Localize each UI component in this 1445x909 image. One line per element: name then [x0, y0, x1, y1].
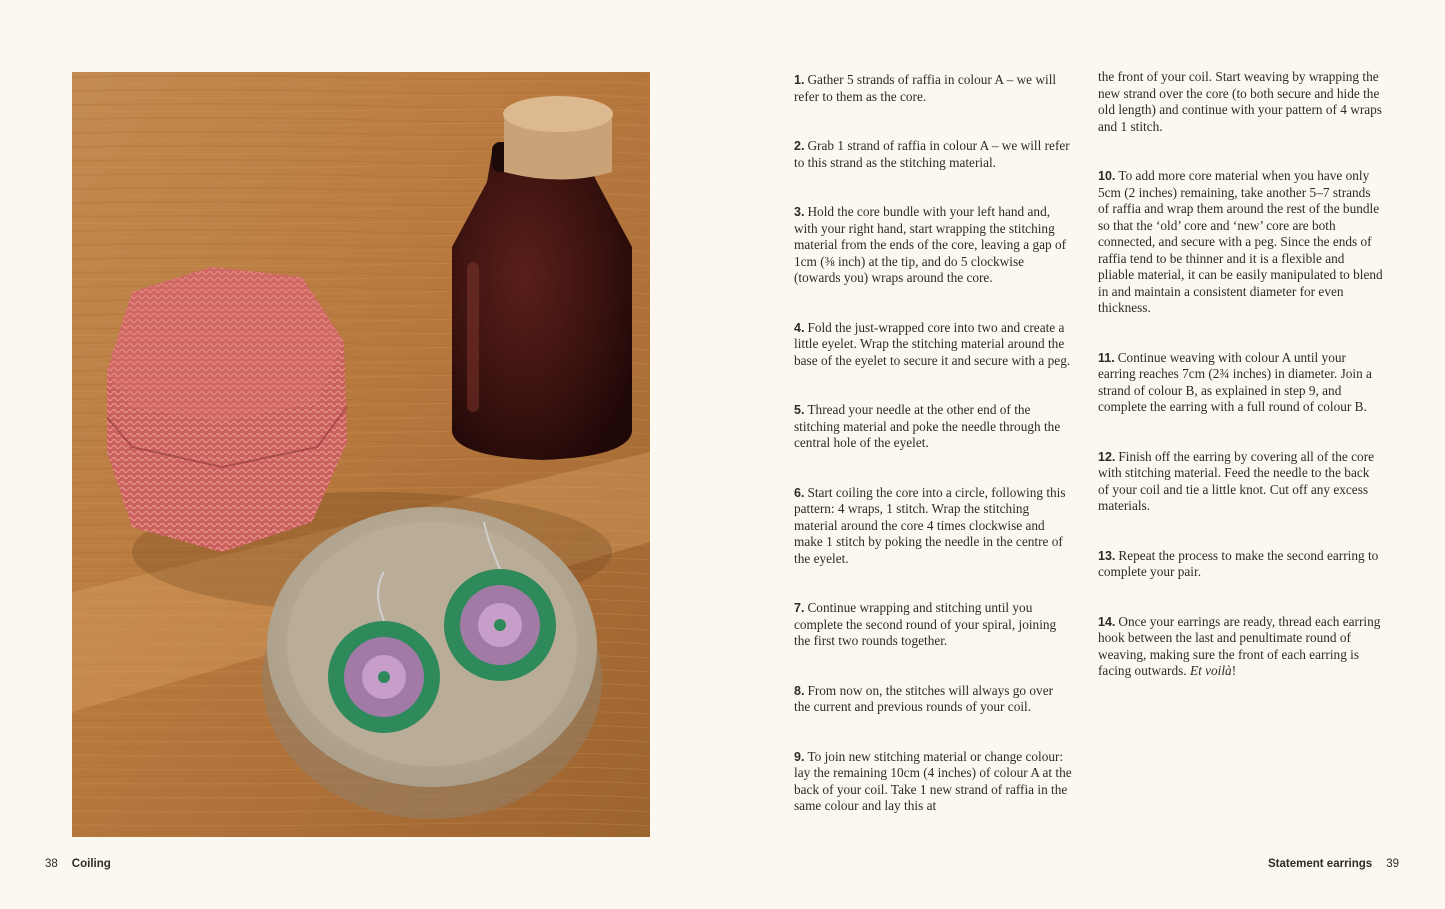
instructions-column-2 — [1098, 69, 1383, 713]
step-7: 7. Continue wrapping and stitching until you complete the second round of your spiral, joining the first two rounds together. — [794, 600, 1057, 648]
step-5: 5. Thread your needle at the other end of the stitching material and poke the needle through the central hole of the eyelet. — [794, 402, 1061, 450]
step-1: 1. Gather 5 strands of raffia in colour A – we will refer to them as the core. — [794, 72, 1057, 104]
step-13: 13. Repeat the process to make the second earring to complete your pair. — [1098, 547, 1379, 579]
page-number-right: 39 — [1386, 858, 1399, 870]
section-title-right: Statement earrings — [1268, 858, 1373, 870]
footer-left — [45, 858, 111, 870]
step-9-continued: the front of your coil. Start weaving by wrapping the new strand over the core (to both secure and hide the old length) and continue with your pattern of 4 wraps and 1 stitch. — [1098, 69, 1382, 134]
photo-illustration — [72, 72, 650, 837]
step-14: 14. Once your earrings are ready, thread each earring hook between the last and penultimate round of weaving, making sure the front of each earring is facing outwards. Et voilà! — [1098, 613, 1381, 678]
page-number-left: 38 — [45, 858, 58, 870]
step-2: 2. Grab 1 strand of raffia in colour A – we will refer to this strand as the stitching material. — [794, 138, 1070, 170]
step-14-italic: Et voilà — [1189, 663, 1232, 678]
step-6: 6. Start coiling the core into a circle, following this pattern: 4 wraps, 1 stitch. Wrap the stitching material around the core 4 times clockwise and make 1 stitch by poking the needle in the centre of the eyelet. — [794, 484, 1066, 566]
section-title-left: Coiling — [71, 858, 111, 870]
step-10: 10. To add more core material when you have only 5cm (2 inches) remaining, take another 5–7 strands of raffia and wrap them around the rest of the bundle so that the ‘old’ core and ‘new’ core are both connected, and secure with a peg. Since the ends of raffia tend to be thinner and it is a flexible and pliable material, it can be easily manipulated to blend in and maintain a consistent diameter for even thickness. — [1098, 168, 1383, 315]
step-11: 11. Continue weaving with colour A until your earring reaches 7cm (2¾ inches) in diameter. Join a strand of colour B, as explained in step 9, and complete the earring with a full round of colour B. — [1098, 349, 1372, 414]
step-8: 8. From now on, the stitches will always go over the current and previous rounds of your coil. — [794, 682, 1054, 714]
step-12: 12. Finish off the earring by covering all of the core with stitching material. Feed the needle to the back of your coil and tie a little knot. Cut off any excess materials. — [1098, 448, 1375, 513]
woven-basket — [107, 267, 347, 552]
step-9: 9. To join new stitching material or change colour: lay the remaining 10cm (4 inches) of colour A at the back of your coil. Take 1 new strand of raffia in the same colour and lay this at — [794, 748, 1072, 813]
step-4: 4. Fold the just-wrapped core into two and create a little eyelet. Wrap the stitching material around the base of the eyelet to secure it and secure with a peg. — [794, 319, 1071, 368]
instructions-column-1 — [794, 72, 1072, 848]
craft-photo — [72, 72, 650, 837]
footer-right — [1268, 858, 1399, 870]
step-3: 3. Hold the core bundle with your left hand and, with your right hand, start wrapping the stitching material from the ends of the core, leaving a gap of 1cm (⅜ inch) at the tip, and do 5 clockwise (towards you) wraps around the core. — [794, 204, 1067, 285]
